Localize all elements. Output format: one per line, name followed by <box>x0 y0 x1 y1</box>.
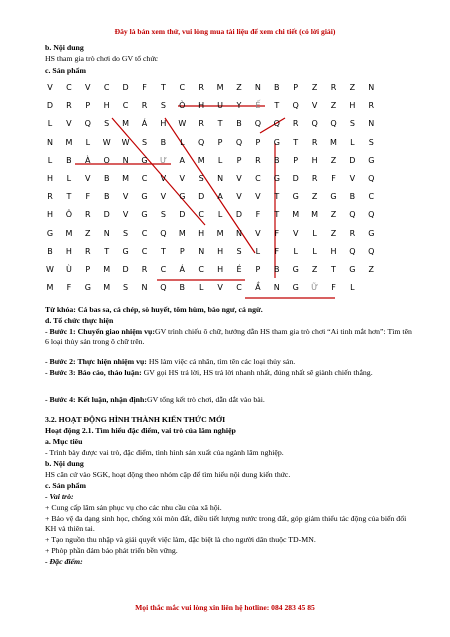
grid-letter: Z <box>85 228 91 238</box>
grid-letter: L <box>85 137 91 147</box>
grid-letter: Ế <box>255 101 261 111</box>
section-b-title: b. Nội dung <box>45 43 84 52</box>
grid-letter: Z <box>311 265 318 274</box>
grid-letter: N <box>122 155 129 165</box>
grid-letter: G <box>292 192 299 202</box>
grid-letter: S <box>104 119 110 129</box>
grid-letter: C <box>198 265 204 274</box>
grid-letter: P <box>217 137 223 147</box>
grid-letter: L <box>312 246 317 256</box>
grid-letter: Á <box>179 265 186 274</box>
grid-letter: Z <box>330 155 337 165</box>
grid-letter: M <box>65 137 73 147</box>
grid-letter: D <box>122 83 129 92</box>
grid-letter: T <box>66 192 72 202</box>
grid-letter: B <box>179 283 186 293</box>
grid-letter: G <box>292 283 299 293</box>
keywords-line: Từ khóa: Cá bas sa, cá chép, sò huyết, tôm hùm, bào ngư, cá ngừ. <box>45 305 263 314</box>
grid-letter: L <box>180 137 185 147</box>
grid-letter: U <box>217 101 224 111</box>
grid-letter: H <box>349 101 356 111</box>
grid-letter: Ầ <box>255 283 261 293</box>
step-4: - Bước 4: Kết luận, nhận định:GV tổng kết trò chơi, dẫn dắt vào bài. <box>45 395 265 404</box>
grid-letter: F <box>274 228 280 238</box>
grid-letter: R <box>85 210 91 220</box>
grid-letter: C <box>198 210 204 220</box>
grid-letter: P <box>85 101 91 111</box>
grid-letter: L <box>312 228 317 238</box>
grid-letter: Ô <box>65 210 73 220</box>
grid-letter: R <box>47 192 53 202</box>
grid-letter: T <box>104 246 110 256</box>
grid-letter: É <box>236 265 242 274</box>
grid-letter: M <box>292 210 300 220</box>
grid-letter: Z <box>330 210 337 220</box>
grid-letter: Z <box>236 83 242 92</box>
grid-letter: V <box>160 174 167 183</box>
grid-letter: C <box>179 83 186 92</box>
grid-letter: O <box>103 155 110 165</box>
grid-letter: N <box>368 83 375 92</box>
grid-letter: G <box>292 265 299 274</box>
grid-letter: F <box>331 283 336 293</box>
grid-letter: H <box>46 210 53 220</box>
grid-letter: V <box>255 228 261 238</box>
grid-letter: H <box>198 101 205 111</box>
grid-letter: L <box>198 283 204 293</box>
roles-title: - Vai trò: <box>45 492 74 501</box>
grid-letter: G <box>273 174 280 183</box>
grid-letter: N <box>236 228 242 238</box>
grid-letter: V <box>85 83 91 92</box>
grid-letter: D <box>198 192 205 202</box>
grid-letter: H <box>198 228 205 238</box>
grid-letter: M <box>103 265 111 274</box>
activity-b-title: b. Nội dung <box>45 459 84 468</box>
grid-letter: G <box>46 228 54 238</box>
grid-letter: V <box>47 83 53 92</box>
grid-letter: F <box>142 83 147 92</box>
grid-letter: T <box>160 83 166 92</box>
grid-letter: D <box>103 210 110 220</box>
grid-letter: T <box>274 210 280 220</box>
step-3: - Bước 3: Báo cáo, thảo luận: GV gọi HS trả lời, HS trả lời nhanh nhất, đúng nhất sẽ giành chiến thắng. <box>45 368 373 377</box>
grid-letter: H <box>217 265 224 274</box>
activity-b-text: HS căn cứ vào SGK, hoạt động theo nhóm cặp để tìm hiểu nội dung kiến thức. <box>45 470 291 479</box>
grid-letter: R <box>368 101 375 111</box>
grid-letter: L <box>47 119 53 129</box>
grid-letter: W <box>178 119 187 129</box>
grid-letter: G <box>349 265 356 274</box>
role-item: + Phòp phần đảm bảo phát triển bền vững. <box>45 546 178 555</box>
grid-letter: M <box>46 283 54 293</box>
grid-letter: Q <box>349 210 356 220</box>
grid-letter: V <box>179 174 186 183</box>
grid-letter: P <box>179 246 185 256</box>
grid-letter: G <box>141 210 148 220</box>
grid-letter: N <box>217 174 224 183</box>
grid-letter: S <box>123 228 129 238</box>
grid-letter: G <box>330 192 337 202</box>
grid-letter: B <box>274 155 280 165</box>
grid-letter: H <box>160 119 167 129</box>
grid-letter: F <box>85 192 91 202</box>
grid-letter: R <box>198 119 204 129</box>
grid-letter: Á <box>141 119 148 129</box>
role-item: + Cung cấp lâm sản phục vụ cho các nhu cầu của xã hội. <box>45 503 222 512</box>
grid-letter: L <box>217 155 223 165</box>
grid-letter: D <box>46 101 54 111</box>
grid-letter: Q <box>84 119 91 129</box>
grid-letter: L <box>255 246 261 256</box>
grid-letter: Y <box>236 101 242 111</box>
grid-letter: M <box>122 119 130 129</box>
activity-c-title: c. Sản phẩm <box>45 481 86 490</box>
features-title: - Đặc điểm: <box>45 557 83 566</box>
grid-letter: Q <box>330 119 337 129</box>
grid-letter: V <box>122 210 129 220</box>
grid-letter: R <box>198 83 204 92</box>
grid-letter: À <box>85 155 91 165</box>
grid-letter: C <box>103 83 110 92</box>
grid-letter: D <box>235 210 243 220</box>
grid-letter: Z <box>330 228 337 238</box>
grid-letter: C <box>141 228 148 238</box>
grid-letter: L <box>66 174 72 183</box>
grid-letter: G <box>368 228 375 238</box>
grid-letter: A <box>217 192 223 202</box>
grid-letter: N <box>103 228 110 238</box>
role-item: + Tạo nguồn thu nhập và giải quyết việc làm, đặc biệt là cho người dân thuộc TD-MN. <box>45 535 316 544</box>
step-1: - Bước 1: Chuyển giao nhiệm vụ:GV trình chiếu ô chữ, hướng dẫn HS tham gia trò chơi “Ai tinh mắt hơn”: Tìm tên 6 loại thủy sản trong ô chữ trên. <box>45 327 412 346</box>
grid-letter: D <box>349 155 356 165</box>
grid-letter: B <box>236 119 242 129</box>
grid-letter: N <box>368 119 375 129</box>
grid-letter: C <box>368 192 375 202</box>
grid-letter: P <box>236 155 242 165</box>
grid-letter: H <box>103 101 110 111</box>
role-item: + Bảo vệ đa dạng sinh học, chống xói mòn đất, điều tiết lượng nước trong đất, góp giảm thiểu tác động của biến đổi KH và thiên tai. <box>45 514 407 533</box>
grid-letter: S <box>368 137 374 147</box>
grid-letter: T <box>217 119 223 129</box>
preview-banner: Đây là bản xem thử, vui lòng mua tài liệu để xem chi tiết (có lời giải) <box>114 27 336 36</box>
grid-letter: H <box>217 246 224 256</box>
grid-letter: Ò <box>179 101 186 111</box>
grid-letter: R <box>85 246 91 256</box>
grid-letter: N <box>47 137 53 147</box>
grid-letter: R <box>255 155 261 165</box>
grid-letter: L <box>293 246 298 256</box>
grid-letter: M <box>197 155 205 165</box>
grid-letter: M <box>330 137 337 147</box>
grid-letter: G <box>273 137 280 147</box>
grid-letter: L <box>47 155 53 165</box>
grid-letter: T <box>274 192 280 202</box>
grid-letter: M <box>103 283 111 293</box>
grid-letter: N <box>141 283 148 293</box>
grid-letter: L <box>217 210 223 220</box>
grid-letter: G <box>84 283 91 293</box>
grid-letter: T <box>331 265 336 274</box>
grid-letter: C <box>255 174 261 183</box>
grid-letter: V <box>160 192 167 202</box>
grid-letter: R <box>311 174 318 183</box>
grid-letter: L <box>350 283 355 293</box>
grid-letter: N <box>273 283 280 293</box>
grid-letter: H <box>330 246 337 256</box>
grid-letter: Q <box>235 137 243 147</box>
grid-letter: N <box>254 83 261 92</box>
grid-letter: C <box>66 83 72 92</box>
grid-letter: B <box>274 265 280 274</box>
activity-a-text: - Trình bày được vai trò, đặc điểm, tình hình sản xuất của ngành lâm nghiệp. <box>45 448 284 457</box>
grid-letter: V <box>66 119 72 129</box>
grid-letter: H <box>65 246 72 256</box>
grid-letter: S <box>349 119 355 129</box>
grid-letter: Q <box>292 101 299 111</box>
grid-letter: R <box>141 265 148 274</box>
grid-letter: F <box>66 283 72 293</box>
grid-letter: Q <box>160 228 167 238</box>
grid-letter: R <box>330 83 337 92</box>
grid-letter: L <box>350 137 355 147</box>
grid-letter: T <box>293 137 299 147</box>
grid-letter: V <box>85 174 91 183</box>
grid-letter: S <box>160 101 166 111</box>
grid-letter: Z <box>349 83 356 92</box>
grid-letter: M <box>178 228 186 238</box>
grid-letter: G <box>141 155 148 165</box>
grid-letter: V <box>122 192 129 202</box>
grid-letter: N <box>198 246 205 256</box>
grid-letter: V <box>292 228 299 238</box>
grid-letter: M <box>216 83 224 92</box>
hotline-banner: Mọi thắc mắc vui lòng xin liên hệ hotline: 084 283 45 85 <box>135 603 315 612</box>
grid-letter: H <box>311 155 318 165</box>
grid-letter: Ữ <box>311 283 319 293</box>
grid-letter: Ù <box>65 265 72 274</box>
grid-letter: S <box>236 246 242 256</box>
grid-letter: Q <box>198 137 205 147</box>
grid-letter: G <box>368 155 375 165</box>
grid-letter: A <box>179 155 186 165</box>
grid-letter: P <box>255 265 261 274</box>
grid-letter: Q <box>160 283 167 293</box>
grid-letter: B <box>66 155 72 165</box>
grid-letter: V <box>236 174 242 183</box>
grid-letter: Z <box>311 192 318 202</box>
grid-letter: T <box>274 101 280 111</box>
section-b-text: HS tham gia trò chơi do GV tổ chức <box>45 54 159 63</box>
grid-letter: G <box>179 192 186 202</box>
grid-letter: B <box>47 246 53 256</box>
grid-letter: P <box>85 265 91 274</box>
grid-letter: Q <box>254 119 262 129</box>
grid-letter: V <box>217 283 223 293</box>
grid-letter: Q <box>273 119 280 129</box>
grid-letter: B <box>103 192 110 202</box>
grid-letter: B <box>160 137 167 147</box>
grid-letter: C <box>122 101 129 111</box>
section-d-title: d. Tổ chức thực hiện <box>45 316 114 325</box>
grid-letter: P <box>293 155 299 165</box>
grid-letter: V <box>311 101 318 111</box>
grid-letter: V <box>349 174 356 183</box>
grid-letter: T <box>160 246 166 256</box>
step-2: - Bước 2: Thực hiện nhiệm vụ: HS làm việc cá nhân, tìm tên các loại thủy sản. <box>45 357 296 366</box>
grid-letter: C <box>141 174 148 183</box>
grid-letter: S <box>141 137 148 147</box>
grid-letter: G <box>141 192 148 202</box>
grid-letter: S <box>160 210 166 220</box>
grid-letter: Q <box>368 246 375 256</box>
grid-letter: V <box>255 192 261 202</box>
grid-letter: Q <box>349 246 356 256</box>
section-3-2-title: 3.2. HOẠT ĐỘNG HÌNH THÀNH KIẾN THỨC MỚI <box>45 415 226 424</box>
grid-letter: Ư <box>159 155 167 165</box>
grid-letter: W <box>102 137 111 147</box>
grid-letter: R <box>311 137 318 147</box>
grid-letter: B <box>274 83 280 92</box>
grid-letter: Z <box>311 83 318 92</box>
grid-letter: Z <box>368 265 375 274</box>
grid-letter: D <box>122 265 129 274</box>
grid-letter: M <box>216 228 224 238</box>
activity-a-title: a. Mục tiêu <box>45 437 83 446</box>
grid-letter: P <box>293 83 299 92</box>
grid-letter: B <box>349 192 356 202</box>
grid-letter: F <box>331 174 336 183</box>
grid-letter: V <box>236 192 242 202</box>
grid-letter: M <box>65 228 73 238</box>
grid-letter: F <box>255 210 261 220</box>
grid-letter: M <box>122 174 130 183</box>
grid-letter: D <box>179 210 186 220</box>
grid-letter: R <box>66 101 72 111</box>
grid-letter: B <box>103 174 110 183</box>
section-c-title: c. Sản phẩm <box>45 66 86 75</box>
grid-letter: D <box>292 174 299 183</box>
grid-letter: C <box>160 265 167 274</box>
grid-letter: Q <box>311 119 318 129</box>
grid-letter: S <box>123 283 129 293</box>
grid-letter: W <box>121 137 130 147</box>
grid-letter: G <box>122 246 129 256</box>
grid-letter: H <box>46 174 53 183</box>
grid-letter: S <box>198 174 204 183</box>
grid-letter: R <box>141 101 148 111</box>
grid-letter: W <box>46 265 54 274</box>
grid-letter: Q <box>368 174 375 183</box>
grid-letter: R <box>292 119 299 129</box>
grid-letter: Q <box>368 210 375 220</box>
grid-letter: P <box>255 137 261 147</box>
grid-letter: C <box>236 283 242 293</box>
grid-letter: M <box>311 210 319 220</box>
grid-letter: F <box>274 246 280 256</box>
word-search-grid <box>45 83 385 300</box>
grid-letter: Z <box>330 101 337 111</box>
answer-line-ca-basa <box>112 118 205 225</box>
grid-letter: R <box>349 228 356 238</box>
grid-letter: C <box>141 246 148 256</box>
activity-2-1-title: Hoạt động 2.1. Tìm hiểu đặc điểm, vai trò của lâm nghiệp <box>45 426 236 435</box>
